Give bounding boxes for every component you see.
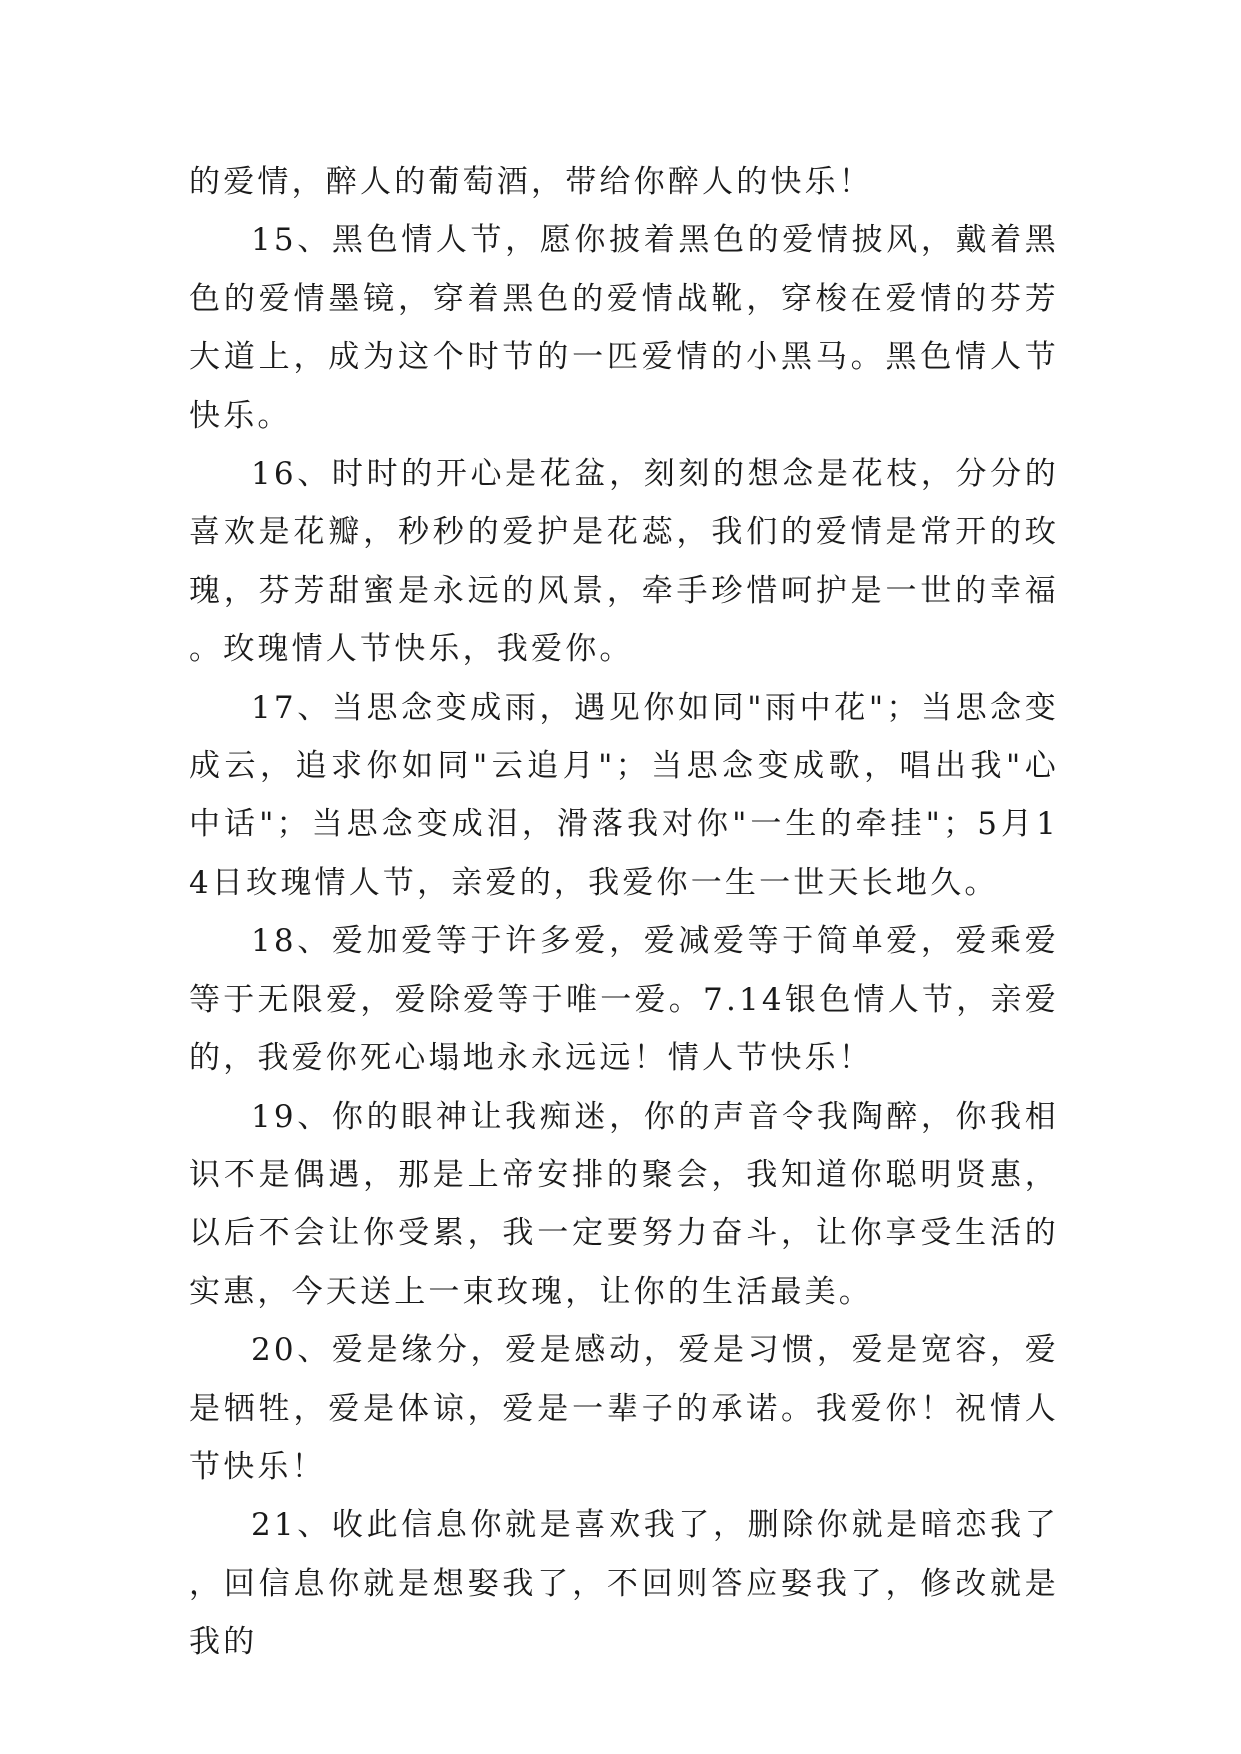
paragraph-item-19: 19、你的眼神让我痴迷，你的声音令我陶醉，你我相识不是偶遇，那是上帝安排的聚会，我知道你聪明贤惠，以后不会让你受累，我一定要努力奋斗，让你享受生活的实惠，今天送上一束玫瑰，让你的生活最美。 <box>189 1098 1059 1310</box>
document-body <box>189 153 1059 1672</box>
paragraph-item-16: 16、时时的开心是花盆，刻刻的想念是花枝，分分的喜欢是花瓣，秒秒的爱护是花蕊，我们的爱情是常开的玫瑰，芬芳甜蜜是永远的风景，牵手珍惜呵护是一世的幸福。玫瑰情人节快乐，我爱你。 <box>189 456 1059 668</box>
paragraph-item-21: 21、收此信息你就是喜欢我了，删除你就是暗恋我了，回信息你就是想娶我了，不回则答应娶我了，修改就是我的 <box>189 1507 1059 1661</box>
paragraph-item-18: 18、爱加爱等于许多爱，爱减爱等于简单爱，爱乘爱等于无限爱，爱除爱等于唯一爱。7.14银色情人节，亲爱的，我爱你死心塌地永永远远！情人节快乐！ <box>189 923 1059 1077</box>
paragraph-item-15: 15、黑色情人节，愿你披着黑色的爱情披风，戴着黑色的爱情墨镜，穿着黑色的爱情战靴，穿梭在爱情的芬芳大道上，成为这个时节的一匹爱情的小黑马。黑色情人节快乐。 <box>189 222 1059 434</box>
paragraph-continuation: 的爱情，醉人的葡萄酒，带给你醉人的快乐！ <box>189 164 873 200</box>
paragraph-item-17: 17、当思念变成雨，遇见你如同"雨中花"；当思念变成云，追求你如同"云追月"；当思念变成歌，唱出我"心中话"；当思念变成泪，滑落我对你"一生的牵挂"；5月14日玫瑰情人节，亲爱的，我爱你一生一世天长地久。 <box>189 689 1059 901</box>
paragraph-item-20: 20、爱是缘分，爱是感动，爱是习惯，爱是宽容，爱是牺牲，爱是体谅，爱是一辈子的承诺。我爱你！祝情人节快乐！ <box>189 1332 1059 1485</box>
